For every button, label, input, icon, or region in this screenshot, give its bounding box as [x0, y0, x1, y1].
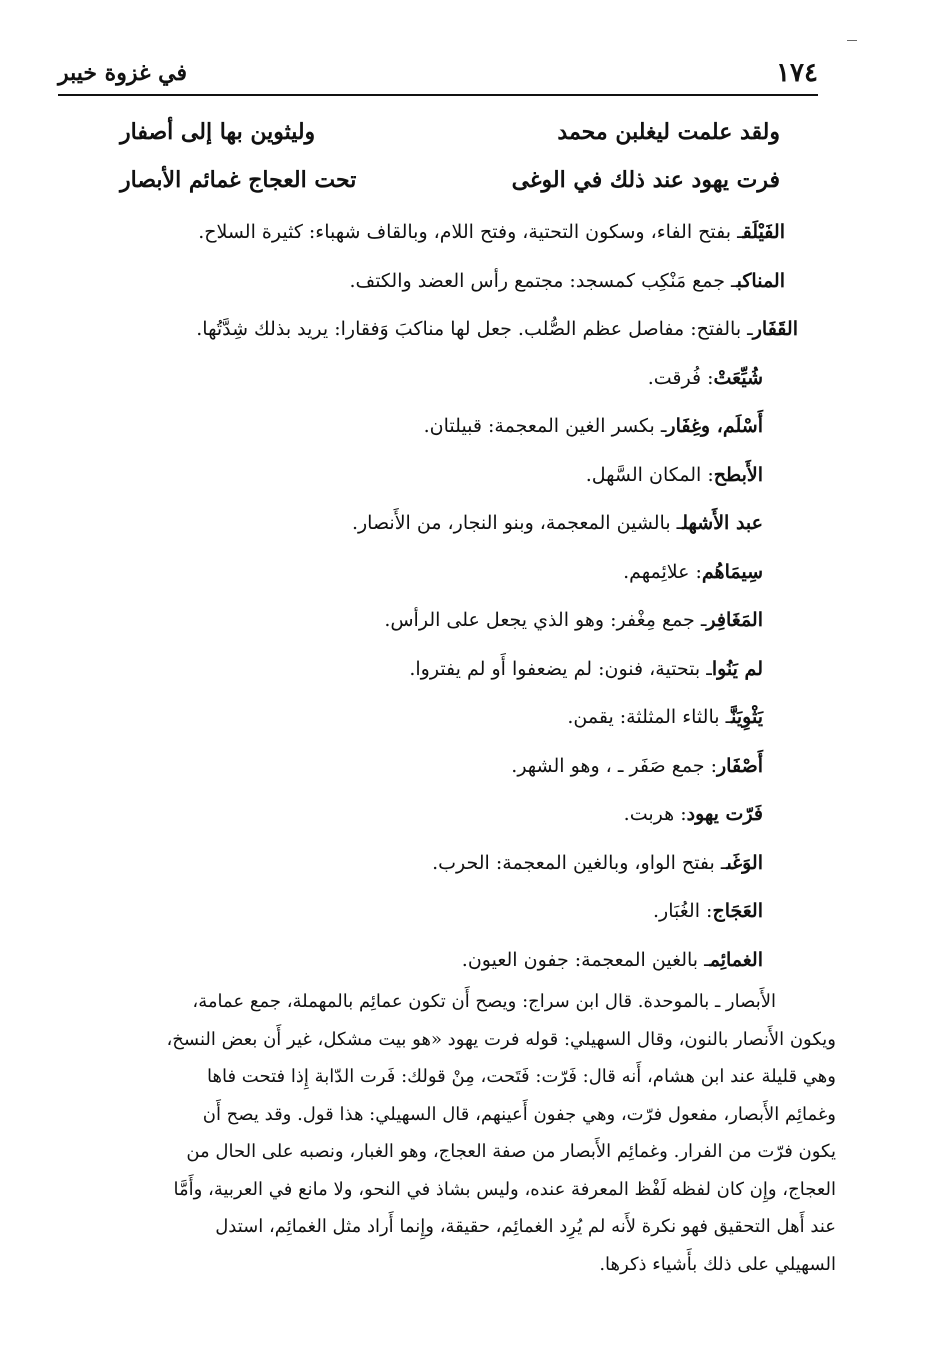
glossary-entry	[123, 208, 785, 257]
glossary-term: سِيمَاهُم	[701, 560, 763, 583]
glossary-term: المناكب	[736, 269, 785, 292]
glossary-term: العَجَاج	[712, 900, 763, 922]
glossary-term: الوَغَى	[726, 851, 763, 874]
glossary-definition: : المكان السَّهل.	[585, 463, 714, 486]
glossary-entry	[123, 839, 763, 888]
glossary-entry	[123, 354, 763, 403]
hemistich-second: وليثوين بها إلى أصفار	[120, 119, 316, 145]
glossary-definition: ـ بالفتح: مفاصل عظم الصُّلب. جعل لها مناكبَ وَفقارا: يريد بذلك شِدَّتُها.	[196, 318, 753, 340]
glossary-entry	[123, 742, 763, 791]
glossary-definition: : جمع صَفَر ـ ، وهو الشهر.	[511, 754, 717, 777]
glossary-term: شُيِّعَتْ	[713, 366, 763, 389]
glossary-entry	[123, 645, 763, 694]
glossary-definition: ـ بالثاء المثلثة: يقمن.	[567, 706, 732, 728]
glossary-term: لم يَنُوا	[711, 657, 763, 680]
glossary-definition: : الغُبَار.	[653, 900, 713, 922]
hemistich-first: ولقد علمت ليغلبن محمد	[557, 119, 780, 145]
running-title: في غزوة خيبر	[58, 60, 187, 86]
paragraph-line: يكون فرّت من الفرار. وغمائِم الأَبصار من صفة العجاج، وهو الغبار، ونصبه على الحال من	[186, 1141, 836, 1162]
page-header	[58, 58, 818, 96]
paragraph-line: عند أَهل التحقيق فهو نكرة لأَنه لم يُرِد الغمائِم، حقيقة، وإِنما أَراد مثل الغمائِم، استدل	[215, 1216, 836, 1237]
glossary-term: أَصْفَار	[717, 754, 763, 777]
glossary-term: يَثْوِيَنَّ	[731, 706, 763, 728]
paragraph-line: العجاج، وإِن كان لفظه لَفْظ المعرفة عنده، وليس بشاذ في النحو، ولا مانع في العربية، وأَمَّا	[173, 1178, 836, 1200]
glossary-entry	[123, 790, 763, 839]
glossary-entry	[123, 887, 763, 936]
hemistich-first: فرت يهود عند ذلك في الوغى	[511, 167, 780, 193]
glossary-entry	[123, 936, 763, 985]
glossary-term: الأَبطح	[713, 463, 763, 486]
glossary-term: فَرّت يهود	[686, 803, 763, 825]
glossary-term: أَسْلَم، وغِفَار	[666, 415, 763, 437]
page-number: ١٧٤	[776, 58, 818, 88]
glossary-definition: : هربت.	[623, 803, 687, 825]
glossary-entry	[123, 451, 763, 500]
glossary-entry	[123, 257, 785, 306]
glossary-definition: ـ بكسر الغين المعجمة: قبيلتان.	[423, 415, 667, 437]
glossary-term: القَفَار	[752, 318, 798, 340]
glossary-entry	[123, 548, 763, 597]
glossary-term: الغمائِم	[709, 948, 763, 971]
glossary-definition: ـ بالغين المعجمة: جفون العيون.	[461, 948, 710, 971]
glossary-definition: : فُرقت.	[647, 366, 714, 389]
corner-mark	[847, 40, 857, 41]
paragraph-line: ويكون الأَنصار بالنون، وقال السهيلي: قوله فرت يهود «هو بيت مشكل، غير أَن بعض النسخ،	[166, 1028, 836, 1050]
paragraph-line: الأَبصار ـ بالموحدة. قال ابن سراج: ويصح أَن تكون عمائِم بالمهملة، جمع عمامة،	[192, 991, 776, 1012]
glossary-definition: ـ بفتح الفاء، وسكون التحتية، وفتح اللام، وبالقاف شهباء: كثيرة السلاح.	[198, 221, 743, 243]
commentary-paragraph	[58, 983, 836, 1283]
poem	[120, 108, 780, 204]
glossary-term: المَغَافِر	[706, 609, 763, 631]
glossary-entry	[123, 402, 763, 451]
glossary-entry	[123, 305, 798, 354]
glossary-definition: ـ بفتح الواو، وبالغين المعجمة: الحرب.	[432, 851, 727, 874]
glossary-definition: ـ بالشين المعجمة، وبنو النجار، من الأَنصار.	[351, 512, 683, 534]
glossary-definition: ـ جمع مِغْفر: وهو الذي يجعل على الرأس.	[384, 609, 707, 631]
glossary-term: عبد الأَشهل	[682, 512, 763, 534]
verse	[120, 108, 780, 156]
glossary-entry	[123, 693, 763, 742]
verse	[120, 156, 780, 204]
paragraph-line: السهيلي على ذلك بأَشياء ذكرها.	[599, 1253, 836, 1275]
paragraph-line: وغمائِم الأَبصار، مفعول فرّت، وهي جفون أَعينهم، قال السهيلي: هذا قول. وقد يصح أَن	[202, 1103, 836, 1125]
glossary	[123, 208, 798, 984]
hemistich-second: تحت العجاج غمائم الأبصار	[120, 167, 357, 193]
glossary-term: الفَيْلَق	[742, 221, 785, 243]
glossary-entry	[123, 499, 763, 548]
glossary-definition: ـ جمع مَنْكِب كمسجد: مجتمع رأس العضد والكتف.	[349, 269, 737, 292]
glossary-definition: ـ بتحتية، فنون: لم يضعفوا أَو لم يفتروا.	[409, 657, 712, 680]
paragraph-line: وهي قليلة عند ابن هشام، أَنه قال: فَرّت: فَتَحت، مِنْ قولك: فَرت الدّابة إِذا فتحت فاها	[207, 1066, 836, 1087]
glossary-definition: : علائِمهم.	[623, 560, 702, 583]
glossary-entry	[123, 596, 763, 645]
